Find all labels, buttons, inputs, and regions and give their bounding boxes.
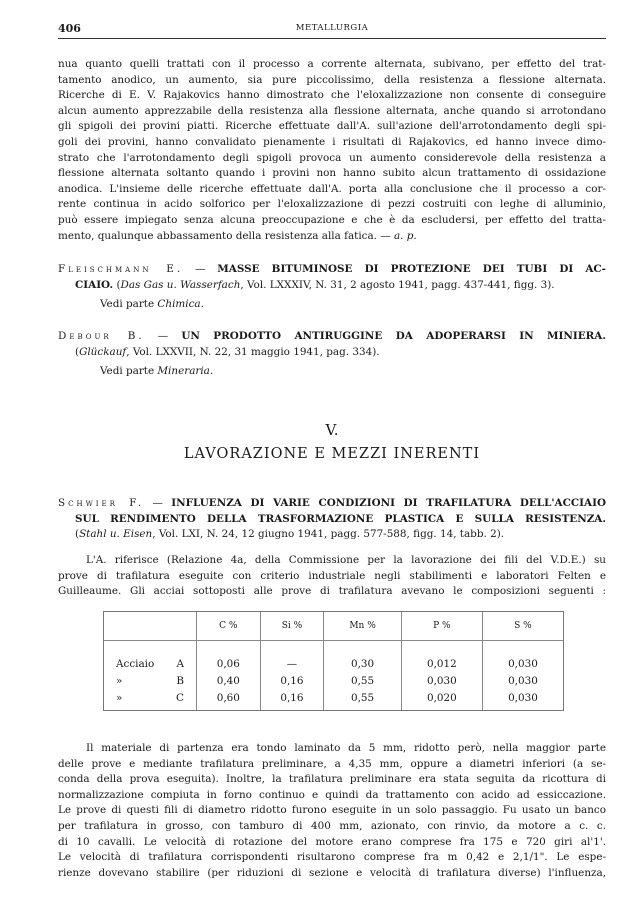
reference-title-cont: CIAIO.: [75, 278, 114, 291]
see-also-line: [58, 364, 606, 380]
paragraph-intro: [58, 553, 606, 600]
journal-name: Stahl u. Eisen: [79, 528, 153, 541]
dash: —: [144, 497, 172, 509]
text-line: L'A. riferisce (Relazione 4a, della Commissione per la lavorazione dei fili del V.D.E.) su: [86, 554, 606, 566]
table-cell: 0,06: [197, 641, 261, 673]
table-row: [104, 689, 564, 711]
see-also-link[interactable]: Mineraria: [157, 365, 210, 378]
text-line: strato che l'arrotondamento degli spigoli provoca un aumento considerevole della resistenza a: [58, 151, 606, 164]
table-cell: 0,16: [260, 672, 324, 689]
text-line: Guilleaume. Gli acciai sottoposti alle prove di trafilatura avevano le composizioni seguenti :: [58, 585, 606, 598]
text-line: prove di trafilatura eseguite con criterio industriale negli stabilimenti e laboratori Felten e: [58, 569, 606, 582]
text-line: gli spigoli dei provini piatti. Ricerche effettuate dall'A. sull'azione dell'arrotondamento degli spi-: [58, 120, 606, 133]
text-line: di 10 cavalli. Le velocità di rotazione del motore erano comprese fra 175 e 720 giri al'1'.: [58, 835, 606, 848]
table-cell: 0,030: [482, 672, 563, 689]
table-header-cell: C %: [197, 612, 261, 641]
table-cell: 0,60: [197, 689, 261, 711]
period: .: [200, 298, 204, 311]
steel-label: Acciaio: [116, 657, 155, 670]
table-cell: 0,55: [324, 672, 402, 689]
see-also-prefix: Vedi parte: [100, 298, 158, 311]
table-header-cell: [104, 612, 197, 641]
see-also-prefix: Vedi parte: [100, 365, 158, 378]
table-row: [104, 641, 564, 673]
reference-heading-line: [58, 262, 606, 278]
text-line: può essere impiegato senza alcuna preoccupazione e che è da escludersi, per effetto del tratta-: [58, 213, 606, 226]
reference-author: Schwier F.: [58, 497, 145, 509]
text-line: tamento anodico, un aumento, sia pure piccolissimo, della resistenza a flessione alternata.: [58, 73, 606, 86]
reference-source-line: [58, 527, 606, 543]
steel-grade: B: [176, 674, 184, 687]
table-header-cell: Mn %: [324, 612, 402, 641]
section-title: LAVORAZIONE E MEZZI INERENTI: [183, 446, 481, 462]
ditto-mark: »: [116, 674, 123, 687]
text-line: per trafilatura in grosso, con tamburo di 400 mm, azionato, con rinvio, da motore a c. c.: [58, 819, 606, 832]
text-line: alcun aumento apprezzabile della resistenza alla flessione alternata, anche quando si arrotondano: [58, 104, 606, 117]
text-line: Le velocità di trafilatura corrispondenti risultarono comprese fra m 0,42 e 2,1/1". Le espe-: [58, 851, 606, 864]
page-header: [58, 22, 606, 38]
header-rule: [58, 38, 606, 39]
page-number: 406: [58, 22, 81, 35]
reference-source-line: [58, 278, 606, 294]
text-line: conda della prova eseguita). Inoltre, la trafilatura preliminare era stata seguita da ricottura di: [58, 773, 606, 786]
text-fragment: mento, qualunque abbassamento della resistenza alla fatica. —: [58, 229, 394, 242]
citation-details: , Vol. LXXVII, N. 22, 31 maggio 1941, pag. 334).: [126, 345, 380, 358]
reference-schwier: [58, 496, 606, 543]
table-cell: 0,16: [260, 689, 324, 711]
period: .: [209, 365, 214, 378]
reference-source-line: [58, 345, 606, 361]
table-row: [104, 672, 564, 689]
table-header-row: [104, 612, 564, 641]
text-line: Il materiale di partenza era tondo laminato da 5 mm, ridotto però, nella maggior parte: [86, 742, 606, 754]
composition-table: [103, 611, 564, 711]
running-title: METALLURGIA: [295, 23, 369, 33]
abstract-signature: a. p.: [393, 229, 417, 242]
see-also-line: [58, 297, 606, 313]
table-header-cell: S %: [482, 612, 563, 641]
reference-title: INFLUENZA DI VARIE CONDIZIONI DI TRAFILATURA DELL'ACCIAIO: [171, 497, 606, 509]
journal-name: Das Gas u. Wasserfach: [120, 278, 241, 291]
reference-fleischmann: [58, 262, 606, 313]
paren: (: [75, 528, 80, 541]
reference-heading-line: [58, 496, 606, 512]
citation-details: , Vol. LXI, N. 24, 12 giugno 1941, pagg. 577-588, figg. 14, tabb. 2).: [152, 528, 505, 541]
table-cell: —: [260, 641, 324, 673]
paren: (: [75, 345, 80, 358]
ditto-mark: »: [116, 691, 123, 704]
reference-heading-line: [58, 329, 606, 345]
steel-grade: A: [176, 657, 184, 670]
table-header-cell: Si %: [260, 612, 324, 641]
table-cell: 0,55: [324, 689, 402, 711]
row-label: [104, 672, 197, 689]
table-cell: 0,30: [324, 641, 402, 673]
paragraph-continuation: [58, 57, 606, 244]
reference-title: MASSE BITUMINOSE DI PROTEZIONE DEI TUBI DI AC-: [217, 263, 606, 275]
text-line: anodica. L'insieme delle ricerche effettuate dall'A. porta alla conclusione che il processo a cor-: [58, 182, 606, 195]
table-cell: 0,030: [482, 641, 563, 673]
text-line: delle prove e mediante trafilatura preliminare, a 4,35 mm, oppure a diametri inferiori (a se-: [58, 757, 606, 770]
steel-grade: C: [176, 691, 184, 704]
paren: (: [116, 278, 121, 291]
citation-details: , Vol. LXXXIV, N. 31, 2 agosto 1941, pagg. 437-441, figg. 3).: [240, 278, 555, 291]
table-cell: 0,020: [401, 689, 482, 711]
paragraph-materials: [58, 741, 606, 881]
reference-title-cont: SUL RENDIMENTO DELLA TRASFORMAZIONE PLASTICA E SULLA RESISTENZA.: [75, 512, 606, 525]
dash: —: [183, 263, 218, 275]
table-cell: 0,012: [401, 641, 482, 673]
reference-debour: [58, 329, 606, 380]
reference-title-line: [58, 512, 606, 528]
reference-author: Fleischmann E.: [58, 263, 184, 275]
journal-name: Glückauf: [79, 345, 127, 358]
text-line: rente continua in acido solforico per l'eloxalizzazione di pezzi costruiti con leghe di alluminio,: [58, 198, 606, 211]
text-line: normalizzazione compiuta in forno continuo e quindi da trattamento con acido ad essiccazione.: [58, 788, 606, 801]
text-line: nua quanto quelli trattati con il processo a corrente alternata, subivano, per effetto del trat-: [58, 58, 606, 70]
text-line: Ricerche di E. V. Rajakovics hanno dimostrato che l'eloxalizzazione non consente di conseguire: [58, 89, 606, 102]
text-line: [58, 229, 606, 245]
table-cell: 0,030: [401, 672, 482, 689]
dash: —: [144, 330, 182, 342]
table-cell: 0,030: [482, 689, 563, 711]
row-label: [104, 641, 197, 673]
see-also-link[interactable]: Chimica: [157, 298, 201, 311]
reference-author: Debour B.: [58, 330, 145, 342]
table-cell: 0,40: [197, 672, 261, 689]
text-line: rienze dovevano stabilire (per riduzioni di sezione e velocità di trafilatura diverse) l'influenza,: [58, 866, 606, 879]
text-line: Le prove di questi fili di diametro ridotto furono eseguite in un solo passaggio. Fu usato un banco: [58, 804, 606, 817]
section-number: V.: [325, 421, 339, 439]
table-header-cell: P %: [401, 612, 482, 641]
text-line: goli dei provini, hanno convalidato pienamente i risultati di Rajakovics, ed hanno invece dimo-: [58, 135, 606, 148]
reference-title: UN PRODOTTO ANTIRUGGINE DA ADOPERARSI IN MINIERA.: [181, 330, 606, 342]
row-label: [104, 689, 197, 711]
text-line: flessione alternata soltanto quando i provini non hanno subito alcun trattamento di ossidazione: [58, 167, 606, 180]
